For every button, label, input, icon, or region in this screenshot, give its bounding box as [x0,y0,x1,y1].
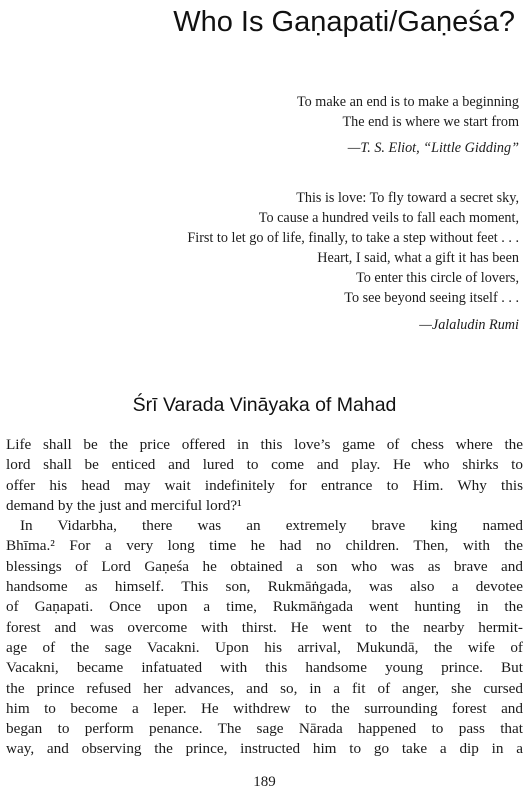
body-line: forest and was overcome with thirst. He went to the nearby hermit- [6,618,523,636]
page-number: 189 [253,774,276,790]
epigraph-line: To make an end is to make a beginning [296,94,519,110]
body-line: handsome as himself. This son, Rukmāṅgada, was also a devotee [6,578,523,596]
epigraph-line: The end is where we start from [342,114,519,130]
body-line: him to become a leper. He withdrew to the surrounding forest and [6,699,523,717]
epigraph-attribution: —T. S. Eliot, “Little Gidding” [347,140,519,156]
body-line: Life shall be the price offered in this love’s game of chess where the [6,436,523,453]
epigraph-line: To see beyond seeing itself . . . [344,290,519,306]
section-heading: Śrī Varada Vināyaka of Mahad [132,394,397,416]
body-line: In Vidarbha, there was an extremely brave king named [20,517,523,535]
epigraph-eliot [297,92,519,158]
epigraph-line: Heart, I said, what a gift it has been [317,250,519,266]
body-line: began to perform penance. The sage Nārada happened to pass that [6,720,523,738]
body-line: way, and observing the prince, instructed him to go take a dip in a [6,740,523,758]
epigraph-line: To enter this circle of lovers, [356,270,519,286]
body-line: Vacakni, became infatuated with this handsome young prince. But [6,659,523,677]
epigraph-attribution: —Jalaludin Rumi [419,317,519,333]
body-line: age of the sage Vacakni. Upon his arrival, Mukundā, the wife of [6,638,523,656]
body-line: Bhīma.² For a very long time he had no children. Then, with the [6,537,523,555]
body-line: of Gaṇapati. Once upon a time, Rukmāṅgada went hunting in the [6,598,523,616]
body-line: demand by the just and merciful lord?¹ [6,496,242,514]
epigraph-rumi [187,188,519,335]
chapter-title: Who Is Gaṇapati/Gaṇeśa? [173,6,515,38]
body-line: blessings of Lord Gaṇeśa he obtained a son who was as brave and [6,557,523,575]
body-text [6,435,523,760]
epigraph-line: This is love: To fly toward a secret sky, [296,190,519,206]
epigraph-line: To cause a hundred veils to fall each moment, [258,210,519,226]
body-line: offer his head may wait indefinitely for entrance to Him. Why this [6,476,523,494]
epigraph-line: First to let go of life, finally, to take a step without feet . . . [187,230,519,246]
body-line: the prince refused her advances, and so, in a fit of anger, she cursed [6,679,523,697]
body-line: lord shall be enticed and lured to come and play. He who shirks to [6,456,523,474]
